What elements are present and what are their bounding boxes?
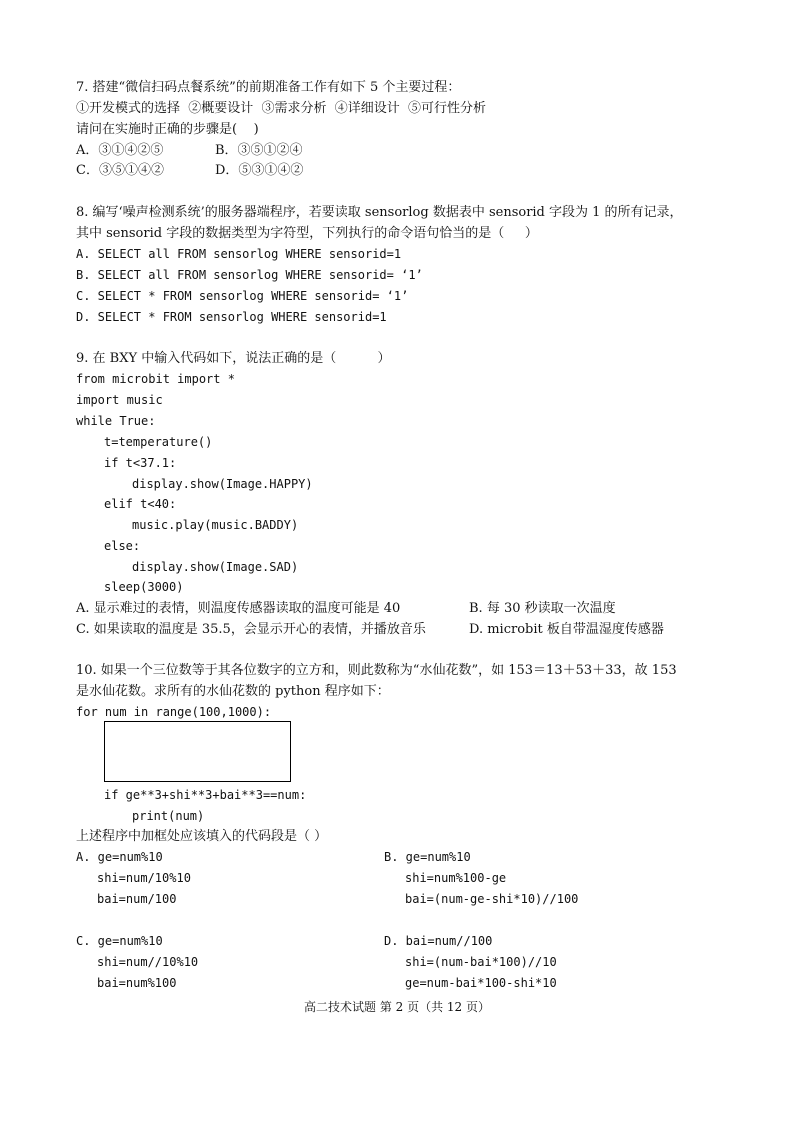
q9-code-line: from microbit import * <box>76 372 235 386</box>
fill-in-blank-box <box>104 721 291 782</box>
q10-code-for: for num in range(100,1000): <box>76 705 272 719</box>
q9-code-line: sleep(3000) <box>104 580 184 594</box>
q9-stem: 9. 在 BXY 中输入代码如下，说法正确的是（ ） <box>76 351 391 366</box>
q9-code-line: else: <box>104 539 141 553</box>
q10-option-c-line: shi=num//10%10 <box>97 955 199 969</box>
q10-option-d: D. bai=num//100 <box>384 934 493 948</box>
q10-option-c: C. ge=num%10 <box>76 934 163 948</box>
q10-code-print: print(num) <box>132 809 205 823</box>
q10-option-a: A. ge=num%10 <box>76 850 163 864</box>
q9-code-line: t=temperature() <box>104 435 213 449</box>
q9-option-b: B. 每 30 秒读取一次温度 <box>469 601 616 616</box>
q10-ask: 上述程序中加框处应该填入的代码段是（ ） <box>76 829 328 844</box>
q9-option-a: A. 显示难过的表情，则温度传感器读取的温度可能是 40 <box>76 601 401 616</box>
q9-code-line: import music <box>76 393 163 407</box>
q9-code-line: if t<37.1: <box>104 456 177 470</box>
q8-option-a: A. SELECT all FROM sensorlog WHERE sensorid=1 <box>76 247 402 261</box>
q7-ask: 请问在实施时正确的步骤是( ) <box>76 122 259 137</box>
q9-code-line: display.show(Image.HAPPY) <box>132 477 313 491</box>
q7-steps: ①开发模式的选择 ②概要设计 ③需求分析 ④详细设计 ⑤可行性分析 <box>76 101 487 116</box>
q10-option-b: B. ge=num%10 <box>384 850 471 864</box>
q8-option-c: C. SELECT * FROM sensorlog WHERE sensorid= ‘1’ <box>76 289 409 303</box>
q8-option-b: B. SELECT all FROM sensorlog WHERE sensorid= ‘1’ <box>76 268 423 282</box>
q9-code-line: display.show(Image.SAD) <box>132 560 299 574</box>
q9-option-d: D. microbit 板自带温湿度传感器 <box>469 622 664 637</box>
q9-code-line: elif t<40: <box>104 497 177 511</box>
q10-option-b-line: shi=num%100-ge <box>405 871 507 885</box>
q9-code-line: music.play(music.BADDY) <box>132 518 299 532</box>
q10-stem-line2: 是水仙花数。求所有的水仙花数的 python 程序如下： <box>76 684 390 699</box>
q10-option-d-line: ge=num-bai*100-shi*10 <box>405 976 557 990</box>
q10-option-a-line: shi=num/10%10 <box>97 871 191 885</box>
q7-option-d: D．⑤③①④② <box>215 163 304 178</box>
q10-code-if: if ge**3+shi**3+bai**3==num: <box>104 788 307 802</box>
q7-stem: 7. 搭建“微信扫码点餐系统”的前期准备工作有如下 5 个主要过程： <box>76 80 461 95</box>
q8-stem-line1: 8. 编写‘噪声检测系统’的服务器端程序，若要读取 sensorlog 数据表中 sensorid 字段为 1 的所有记录， <box>76 205 683 220</box>
q9-code-line: while True: <box>76 414 156 428</box>
q7-option-a: A．③①④②⑤ <box>76 143 164 158</box>
q8-option-d: D. SELECT * FROM sensorlog WHERE sensorid=1 <box>76 310 387 324</box>
q10-option-b-line: bai=(num-ge-shi*10)//100 <box>405 892 579 906</box>
q10-option-d-line: shi=(num-bai*100)//10 <box>405 955 557 969</box>
q10-option-a-line: bai=num/100 <box>97 892 177 906</box>
q8-stem-line2: 其中 sensorid 字段的数据类型为字符型，下列执行的命令语句恰当的是（ ） <box>76 226 538 241</box>
q10-option-c-line: bai=num%100 <box>97 976 177 990</box>
page-footer: 高二技术试题 第 2 页（共 12 页） <box>304 1000 490 1014</box>
q10-stem-line1: 10. 如果一个三位数等于其各位数字的立方和，则此数称为“水仙花数”，如 153＝13＋53＋33，故 153 <box>76 663 677 678</box>
q7-option-c: C．③⑤①④② <box>76 163 164 178</box>
q7-option-b: B．③⑤①②④ <box>215 143 303 158</box>
q9-option-c: C. 如果读取的温度是 35.5，会显示开心的表情，并播放音乐 <box>76 622 426 637</box>
